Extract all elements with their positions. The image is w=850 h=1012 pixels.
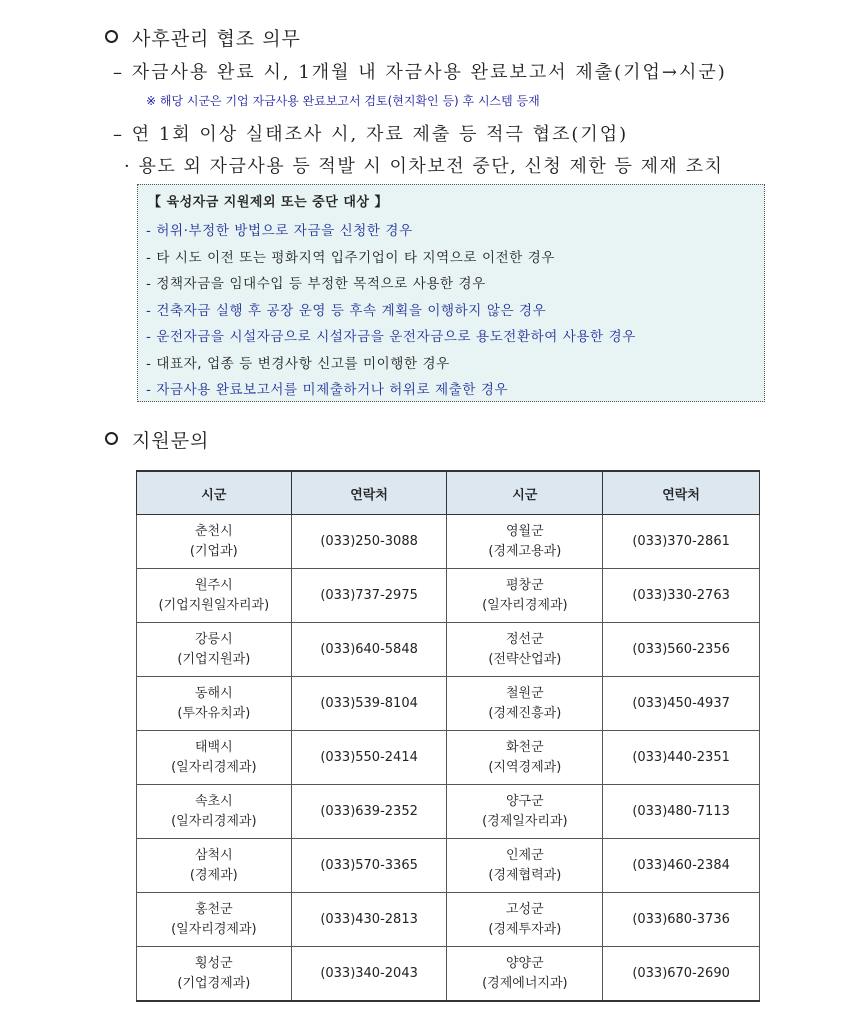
department-name: (지역경제과) [488, 759, 562, 775]
phone-cell-right: (033)480-7113 [603, 785, 760, 839]
phone-cell-left: (033)539-8104 [291, 677, 447, 731]
section-title-inquiry: 지원문의 [132, 430, 210, 452]
exclusion-item: - 자금사용 완료보고서를 미제출하거나 허위로 제출한 경우 [146, 382, 509, 398]
table-row [137, 893, 760, 947]
section-bullet-icon [105, 30, 118, 43]
table-row [137, 623, 760, 677]
department-name: (일자리경제과) [171, 759, 257, 775]
exclusion-box [137, 184, 765, 402]
exclusion-item: - 타 시도 이전 또는 평화지역 입주기업이 타 지역으로 이전한 경우 [146, 249, 556, 266]
department-name: (경제과) [189, 867, 238, 883]
phone-cell-left: (033)340-2043 [291, 947, 447, 1002]
city-name: 화천군 [505, 739, 544, 755]
department-name: (경제협력과) [488, 867, 562, 883]
table-row [137, 947, 760, 1002]
city-cell-right [447, 785, 603, 839]
aftercare-line-sanction: · 용도 외 자금사용 등 적발 시 이차보전 중단, 신청 제한 등 제재 조치 [124, 156, 724, 177]
phone-cell-left: (033)250-3088 [291, 515, 447, 569]
department-name: (전략산업과) [488, 651, 562, 667]
department-name: (기업지원일자리과) [158, 597, 270, 613]
city-cell-left [137, 623, 292, 677]
department-name: (일자리경제과) [482, 597, 568, 613]
department-name: (경제투자과) [488, 921, 562, 937]
phone-cell-right: (033)370-2861 [603, 515, 760, 569]
department-name: (기업지원과) [177, 651, 251, 667]
city-cell-right [447, 515, 603, 569]
city-cell-left [137, 893, 292, 947]
aftercare-line-survey: – 연 1회 이상 실태조사 시, 자료 제출 등 적극 협조(기업) [113, 124, 629, 145]
table-row [137, 839, 760, 893]
exclusion-item: - 허위·부정한 방법으로 자금을 신청한 경우 [146, 223, 413, 239]
aftercare-line-report: – 자금사용 완료 시, 1개월 내 자금사용 완료보고서 제출(기업→시군) [113, 62, 727, 83]
city-name: 춘천시 [195, 523, 233, 539]
department-name: (일자리경제과) [171, 813, 257, 829]
city-cell-right [447, 839, 603, 893]
department-name: (기업경제과) [177, 975, 251, 991]
city-name: 정선군 [505, 631, 544, 647]
city-cell-right [447, 947, 603, 1002]
exclusion-item: - 운전자금을 시설자금으로 시설자금을 운전자금으로 용도전환하여 사용한 경우 [146, 329, 636, 345]
city-cell-right [447, 731, 603, 785]
department-name: (경제일자리과) [482, 813, 568, 829]
city-name: 영월군 [505, 523, 544, 539]
phone-cell-left: (033)639-2352 [291, 785, 447, 839]
city-name: 철원군 [505, 685, 544, 701]
exclusion-item: - 대표자, 업종 등 변경사항 신고를 미이행한 경우 [146, 355, 450, 372]
city-name: 원주시 [195, 577, 233, 593]
department-name: (기업과) [189, 543, 238, 559]
department-name: (투자유치과) [177, 705, 251, 721]
exclusion-item: - 정책자금을 임대수입 등 부정한 목적으로 사용한 경우 [146, 276, 486, 292]
phone-cell-right: (033)560-2356 [603, 623, 760, 677]
city-cell-left [137, 515, 292, 569]
phone-cell-right: (033)440-2351 [603, 731, 760, 785]
section-bullet-icon [105, 432, 118, 445]
contact-table [136, 470, 760, 1002]
aftercare-note: ※ 해당 시군은 기업 자금사용 완료보고서 검토(현지확인 등) 후 시스템 등재 [146, 94, 540, 108]
city-cell-left [137, 677, 292, 731]
city-name: 고성군 [505, 901, 544, 917]
table-header-row [137, 471, 760, 515]
phone-cell-left: (033)550-2414 [291, 731, 447, 785]
phone-cell-left: (033)430-2813 [291, 893, 447, 947]
exclusion-item: - 건축자금 실행 후 공장 운영 등 후속 계획을 이행하지 않은 경우 [146, 302, 547, 319]
city-name: 태백시 [195, 739, 233, 755]
city-name: 양구군 [505, 793, 544, 809]
city-name: 속초시 [195, 793, 233, 809]
city-cell-left [137, 569, 292, 623]
city-cell-left [137, 839, 292, 893]
phone-cell-right: (033)670-2690 [603, 947, 760, 1002]
city-name: 횡성군 [195, 955, 233, 971]
city-cell-right [447, 623, 603, 677]
phone-cell-right: (033)460-2384 [603, 839, 760, 893]
phone-cell-right: (033)680-3736 [603, 893, 760, 947]
city-cell-left [137, 947, 292, 1002]
city-cell-left [137, 785, 292, 839]
table-row [137, 731, 760, 785]
table-row [137, 515, 760, 569]
city-name: 평창군 [505, 577, 544, 593]
city-cell-left [137, 731, 292, 785]
city-name: 동해시 [195, 685, 233, 701]
phone-cell-left: (033)737-2975 [291, 569, 447, 623]
table-row [137, 785, 760, 839]
city-cell-right [447, 677, 603, 731]
table-row [137, 677, 760, 731]
phone-cell-right: (033)330-2763 [603, 569, 760, 623]
header-city-1: 시군 [137, 471, 292, 515]
header-contact-1: 연락처 [291, 471, 447, 515]
department-name: (경제고용과) [488, 543, 562, 559]
department-name: (경제에너지과) [482, 975, 568, 991]
header-contact-2: 연락처 [603, 471, 760, 515]
exclusion-box-title: 【 육성자금 지원제외 또는 중단 대상 】 [148, 195, 388, 210]
phone-cell-left: (033)640-5848 [291, 623, 447, 677]
department-name: (경제진흥과) [488, 705, 562, 721]
city-name: 강릉시 [195, 631, 233, 647]
city-cell-right [447, 569, 603, 623]
city-name: 인제군 [505, 847, 544, 863]
table-row [137, 569, 760, 623]
section-title-aftercare: 사후관리 협조 의무 [132, 28, 301, 50]
department-name: (일자리경제과) [171, 921, 257, 937]
phone-cell-right: (033)450-4937 [603, 677, 760, 731]
phone-cell-left: (033)570-3365 [291, 839, 447, 893]
city-cell-right [447, 893, 603, 947]
city-name: 삼척시 [195, 847, 233, 863]
city-name: 양양군 [505, 955, 544, 971]
header-city-2: 시군 [447, 471, 603, 515]
city-name: 홍천군 [195, 901, 233, 917]
